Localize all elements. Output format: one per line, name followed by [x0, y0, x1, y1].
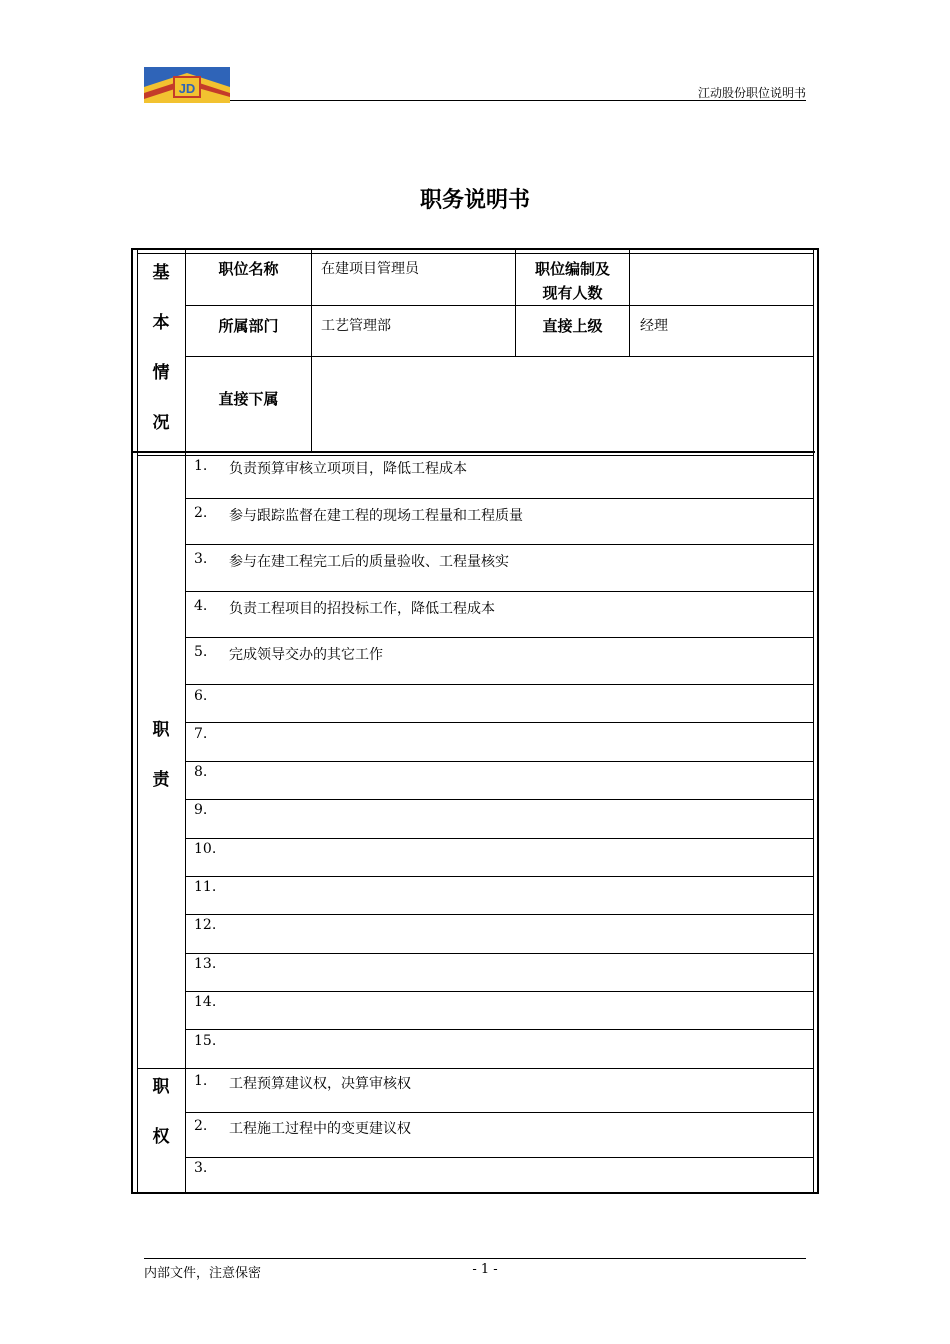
- section-label-duties-1: 职: [152, 720, 170, 740]
- subordinate-label: 直接下属: [218, 390, 279, 408]
- grid-line: [133, 451, 815, 453]
- svg-text:JD: JD: [178, 81, 196, 96]
- section-label-basic-4: 况: [152, 413, 170, 433]
- header-divider: [230, 100, 806, 101]
- department-value: 工艺管理部: [321, 318, 391, 334]
- headcount-label-line1: 职位编制及: [534, 260, 610, 278]
- footer-confidential-note: 内部文件，注意保密: [144, 1266, 262, 1281]
- grid-line: [185, 953, 814, 954]
- duty-number: 12.: [194, 917, 217, 933]
- duty-number: 6.: [194, 688, 208, 704]
- grid-line: [185, 761, 814, 762]
- authority-number: 1.: [194, 1073, 208, 1089]
- authority-text: 工程施工过程中的变更建议权: [229, 1121, 411, 1137]
- grid-line: [137, 253, 814, 254]
- section-label-authority-1: 职: [152, 1077, 170, 1097]
- company-logo: [144, 67, 230, 103]
- duty-number: 5.: [194, 644, 208, 660]
- duty-number: 13.: [194, 956, 217, 972]
- grid-line: [185, 305, 814, 306]
- headcount-label-line2: 现有人数: [542, 284, 603, 302]
- header-document-title: 江动股份职位说明书: [697, 86, 806, 100]
- section-label-authority-2: 权: [152, 1127, 170, 1147]
- page-title: 职务说明书: [419, 188, 530, 213]
- grid-line: [137, 1068, 814, 1069]
- duty-text: 负责预算审核立项项目，降低工程成本: [229, 461, 467, 477]
- duty-text: 参与跟踪监督在建工程的现场工程量和工程质量: [229, 508, 523, 524]
- duty-number: 11.: [194, 879, 217, 895]
- grid-line: [185, 914, 814, 915]
- duty-text: 参与在建工程完工后的质量验收、工程量核实: [229, 554, 509, 570]
- grid-line: [185, 1112, 814, 1113]
- duty-text: 完成领导交办的其它工作: [229, 647, 383, 663]
- section-label-duties-2: 责: [152, 770, 170, 790]
- supervisor-value: 经理: [640, 318, 668, 334]
- duty-number: 4.: [194, 598, 208, 614]
- duty-number: 10.: [194, 841, 217, 857]
- position-name-value: 在建项目管理员: [321, 261, 419, 277]
- grid-line: [185, 799, 814, 800]
- grid-line: [185, 722, 814, 723]
- grid-line: [185, 356, 814, 357]
- grid-line: [629, 250, 630, 356]
- department-label: 所属部门: [218, 317, 279, 335]
- duty-number: 15.: [194, 1033, 217, 1049]
- page-number: - 1 -: [472, 1262, 498, 1277]
- grid-line: [137, 455, 814, 456]
- grid-line: [185, 498, 814, 499]
- duty-text: 负责工程项目的招投标工作，降低工程成本: [229, 601, 495, 617]
- section-label-basic-2: 本: [152, 313, 170, 333]
- grid-line: [185, 637, 814, 638]
- section-label-basic-1: 基: [152, 263, 170, 283]
- duty-number: 8.: [194, 764, 208, 780]
- grid-line: [185, 591, 814, 592]
- grid-line: [185, 684, 814, 685]
- authority-number: 2.: [194, 1118, 208, 1134]
- grid-line: [185, 1157, 814, 1158]
- duty-number: 2.: [194, 505, 208, 521]
- footer-divider: [144, 1258, 806, 1259]
- duty-number: 7.: [194, 726, 208, 742]
- authority-number: 3.: [194, 1160, 208, 1176]
- grid-line: [185, 1029, 814, 1030]
- grid-line: [185, 991, 814, 992]
- grid-line: [185, 544, 814, 545]
- duty-number: 1.: [194, 458, 208, 474]
- authority-text: 工程预算建议权，决算审核权: [229, 1076, 411, 1092]
- position-name-label: 职位名称: [218, 260, 279, 278]
- duty-number: 9.: [194, 802, 208, 818]
- grid-line: [813, 250, 814, 1192]
- supervisor-label: 直接上级: [542, 317, 603, 335]
- duty-number: 3.: [194, 551, 208, 567]
- grid-line: [185, 838, 814, 839]
- grid-line: [185, 876, 814, 877]
- duty-number: 14.: [194, 994, 217, 1010]
- section-label-basic-3: 情: [152, 363, 170, 383]
- grid-line: [311, 250, 312, 451]
